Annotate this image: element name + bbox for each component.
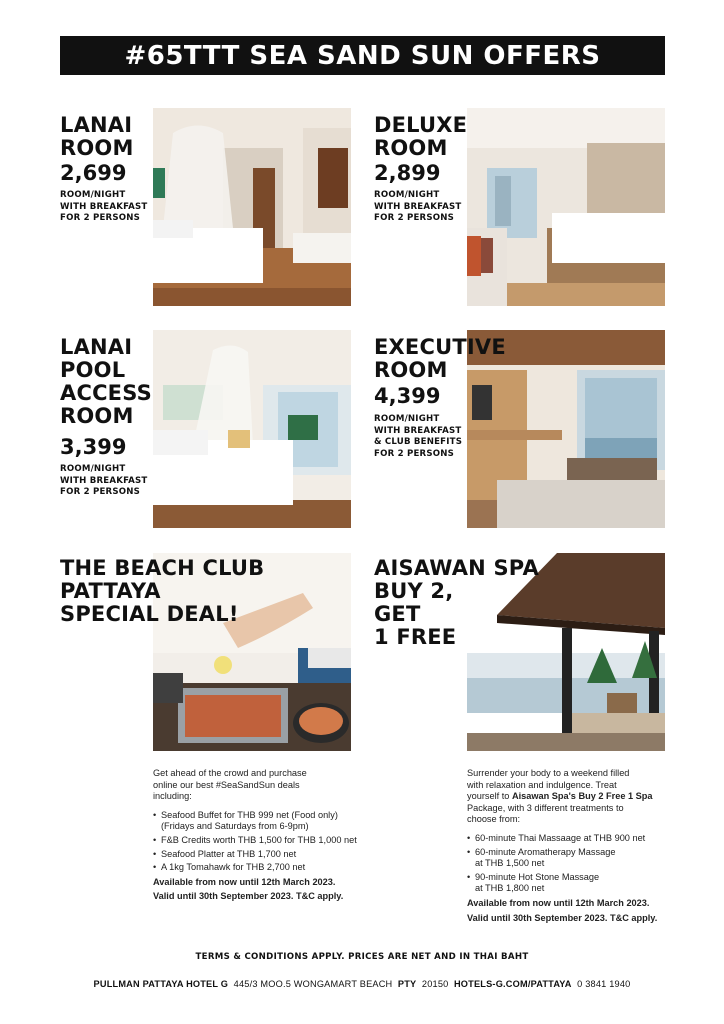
deluxe-room-title <box>374 114 467 160</box>
intro-line: online our best #SeaSandSun deals <box>153 779 300 790</box>
intro-line: Package, with 3 different treatments to <box>467 802 624 813</box>
intro-line: Surrender your body to a weekend filled <box>467 768 630 778</box>
title-line: 1 FREE <box>374 625 457 649</box>
beach-deal-list <box>153 810 357 874</box>
title-line: THE BEACH CLUB <box>60 556 265 580</box>
lanai-room-photo <box>153 108 351 306</box>
title-line: ROOM <box>374 136 448 160</box>
availability-note: Available from now until 12th March 2023. <box>153 876 336 887</box>
hotel-footer <box>0 979 724 989</box>
validity-note: Valid until 30th September 2023. T&C apply. <box>153 891 344 902</box>
pool-access-room-price: 3,399 <box>60 435 127 459</box>
title-line: LANAI <box>60 335 133 359</box>
title-line: EXECUTIVE <box>374 335 506 359</box>
detail-line: WITH BREAKFAST <box>60 475 148 486</box>
lanai-room-price: 2,699 <box>60 161 127 185</box>
detail-line: FOR 2 PERSONS <box>60 213 141 223</box>
beach-club-description <box>153 768 357 903</box>
executive-room-details <box>374 414 462 460</box>
list-item <box>153 835 357 847</box>
item-line: • Seafood Buffet for THB 999 net (Food only) <box>161 809 338 820</box>
title-line: AISAWAN SPA <box>374 556 539 580</box>
detail-line: WITH BREAKFAST <box>374 425 462 436</box>
item-line: • F&B Credits worth THB 1,500 for THB 1,000 net <box>161 834 357 845</box>
lanai-room-details <box>60 190 147 225</box>
terms-note: TERMS & CONDITIONS APPLY. PRICES ARE NET AND IN THAI BAHT <box>195 952 529 962</box>
item-line: at THB 1,800 net <box>475 883 545 894</box>
detail-line: WITH BREAKFAST <box>60 201 148 212</box>
title-line: LANAI <box>60 113 133 137</box>
item-line: • Seafood Platter at THB 1,700 net <box>161 848 297 859</box>
title-line: ACCESS <box>60 381 152 405</box>
title-line: ROOM <box>374 358 448 382</box>
website-link[interactable]: HOTELS-G.COM/PATTAYA <box>453 979 572 989</box>
title-line: POOL <box>60 358 126 382</box>
pool-access-room-details <box>60 464 147 499</box>
hotel-name: PULLMAN PATTAYA HOTEL G <box>93 979 229 989</box>
detail-line: ROOM/NIGHT <box>374 190 440 200</box>
title-line: SPECIAL DEAL! <box>60 602 239 626</box>
title-line: GET <box>374 602 421 626</box>
intro-line: with relaxation and indulgence. Treat <box>467 779 617 790</box>
title-line: DELUXE <box>374 113 468 137</box>
deluxe-room-price: 2,899 <box>374 161 441 185</box>
detail-line: FOR 2 PERSONS <box>60 487 141 497</box>
intro-line: including: <box>153 791 192 802</box>
phone-number: 0 3841 1940 <box>577 979 631 989</box>
list-item <box>467 872 657 895</box>
item-line: • 90-minute Hot Stone Massage <box>475 871 600 882</box>
item-line: at THB 1,500 net <box>475 858 545 869</box>
item-line: (Fridays and Saturdays from 6-9pm) <box>161 821 309 832</box>
detail-line: ROOM/NIGHT <box>374 414 440 424</box>
deluxe-room-photo <box>467 108 665 306</box>
executive-room-price: 4,399 <box>374 384 441 408</box>
item-line: • A 1kg Tomahawk for THB 2,700 net <box>161 862 306 873</box>
detail-line: FOR 2 PERSONS <box>374 213 455 223</box>
pool-access-room-photo <box>153 330 351 528</box>
list-item <box>153 862 357 874</box>
lanai-room-title <box>60 114 134 160</box>
intro-line: Get ahead of the crowd and purchase <box>153 768 307 778</box>
title-line: BUY 2, <box>374 579 454 603</box>
pool-access-room-title <box>60 336 152 428</box>
aisawan-spa-description <box>467 768 657 924</box>
title-line: PATTAYA <box>60 579 161 603</box>
item-line: • 60-minute Thai Massaage at THB 900 net <box>475 832 646 843</box>
validity-note: Valid until 30th September 2023. T&C apply. <box>467 912 658 923</box>
executive-room-title <box>374 336 506 382</box>
intro-line: choose from: <box>467 814 521 825</box>
list-item <box>153 849 357 861</box>
pty-label: PTY <box>397 979 417 989</box>
detail-line: WITH BREAKFAST <box>374 201 462 212</box>
detail-line: ROOM/NIGHT <box>60 190 126 200</box>
beach-club-title <box>60 557 264 626</box>
title-line: ROOM <box>60 404 134 428</box>
spa-treatment-list <box>467 833 657 895</box>
title-line: ROOM <box>60 136 134 160</box>
availability-note: Available from now until 12th March 2023. <box>467 897 650 908</box>
detail-line: FOR 2 PERSONS <box>374 448 455 459</box>
aisawan-spa-title <box>374 557 539 649</box>
deluxe-room-details <box>374 190 461 225</box>
intro-line <box>467 791 657 803</box>
hotel-address: 445/3 MOO.5 WONGAMART BEACH <box>233 979 393 989</box>
intro-text: yourself to <box>467 791 512 802</box>
banner-title: #65TTT SEA SAND SUN OFFERS <box>124 40 601 71</box>
detail-line: & CLUB BENEFITS <box>374 437 463 447</box>
list-item <box>467 847 657 870</box>
spa-package-name: Aisawan Spa's Buy 2 Free 1 Spa <box>511 791 653 802</box>
postcode: 20150 <box>421 979 449 989</box>
detail-line: ROOM/NIGHT <box>60 464 126 474</box>
list-item <box>153 810 357 833</box>
list-item <box>467 833 657 845</box>
item-line: • 60-minute Aromatherapy Massage <box>475 846 616 857</box>
offers-banner <box>60 36 665 75</box>
